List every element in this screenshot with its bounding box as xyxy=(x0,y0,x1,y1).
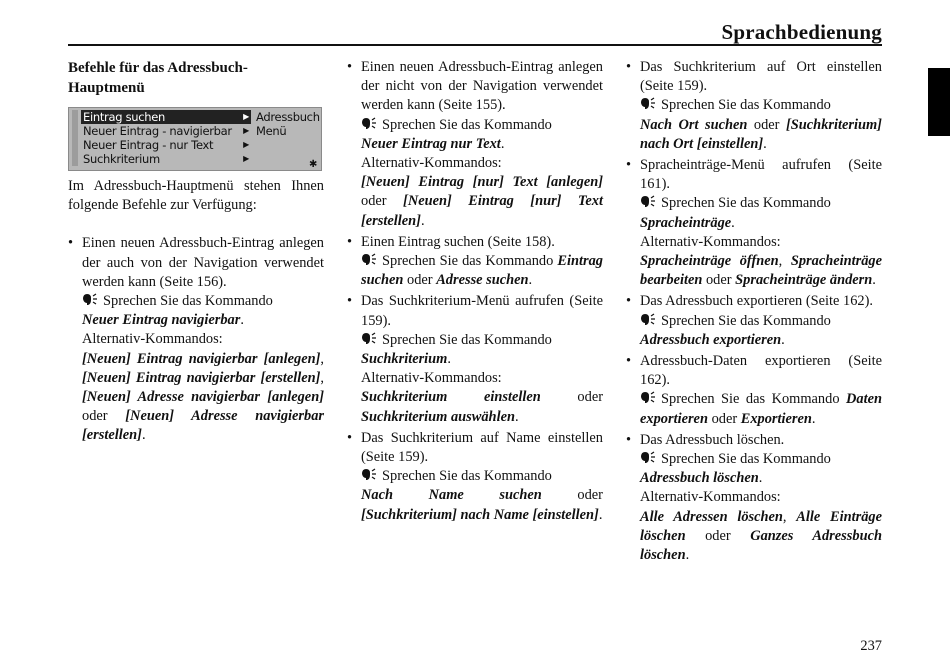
screen-menu-item: Neuer Eintrag - navigierbar ▶ xyxy=(83,124,249,138)
speak-icon xyxy=(640,391,657,404)
screen-scrollbar xyxy=(72,110,78,166)
command-list xyxy=(68,234,324,445)
section-heading: Befehle für das Adressbuch-Hauptmenü xyxy=(68,60,248,96)
list-item: • Das Suchkriterium auf Ort einstellen (Seite 159). Sprechen Sie das Kommando Nach Ort suchen oder [Suchkriterium] nach Ort [einstellen]. xyxy=(626,58,882,154)
list-item: • Einen neuen Adressbuch-Eintrag anlegen der auch von der Navigation verwendet werden kann (Seite 156). Sprechen Sie das Kommando Neuer Eintrag navigierbar. Alternativ-Kommandos: [Neuen] Eintrag navigierbar [anlegen], [Neuen] Eintrag navigierbar [erstellen], [Neuen] Adresse navigierbar [anlegen] oder [Neuen] Adresse navigierbar [erstellen]. xyxy=(68,234,324,445)
screen-menu-item: Neuer Eintrag - nur Text ▶ xyxy=(83,138,249,152)
speak-icon xyxy=(361,117,378,130)
column-left xyxy=(68,58,324,448)
arrow-right-icon: ▶ xyxy=(243,126,249,135)
thumb-index-tab xyxy=(928,68,950,136)
intro-text: Im Adressbuch-Hauptmenü stehen Ihnen folgende Befehle zur Verfügung: xyxy=(68,178,324,214)
speak-icon xyxy=(82,293,99,306)
command-list xyxy=(626,58,882,565)
command-list xyxy=(347,58,603,525)
page-number: 237 xyxy=(860,638,882,654)
arrow-right-icon: ▶ xyxy=(243,112,249,121)
speak-icon xyxy=(361,468,378,481)
screen-menu-list xyxy=(81,110,251,166)
arrow-right-icon: ▶ xyxy=(243,140,249,149)
screen-menu-item: Eintrag suchen ▶ xyxy=(83,110,249,124)
speak-icon xyxy=(640,451,657,464)
speak-icon xyxy=(361,332,378,345)
screen-side-label: Adressbuch Menü xyxy=(256,110,320,138)
screen-menu-item: Suchkriterium ▶ xyxy=(83,152,249,166)
list-item: • Spracheinträge-Menü aufrufen (Seite 161). Sprechen Sie das Kommando Spracheinträge. Alternativ-Kommandos: Spracheinträge öffnen, Spracheinträge bearbeiten oder Spracheinträge ändern. xyxy=(626,156,882,290)
device-screen-image xyxy=(68,107,322,171)
speak-icon xyxy=(361,253,378,266)
list-item: • Das Suchkriterium auf Name einstellen (Seite 159). Sprechen Sie das Kommando Nach Name suchen oder [Suchkriterium] nach Name [einstellen]. xyxy=(347,429,603,525)
bluetooth-icon: ✱ xyxy=(309,159,318,170)
speak-icon xyxy=(640,97,657,110)
page-header-title: Sprachbedienung xyxy=(721,20,882,44)
list-item: • Adressbuch-Daten exportieren (Seite 162). Sprechen Sie das Kommando Daten exportieren oder Exportieren. xyxy=(626,352,882,429)
arrow-right-icon: ▶ xyxy=(243,154,249,163)
speak-icon xyxy=(640,195,657,208)
speak-icon xyxy=(640,313,657,326)
header-rule xyxy=(68,44,882,46)
list-item: • Einen Eintrag suchen (Seite 158). Sprechen Sie das Kommando Eintrag suchen oder Adresse suchen. xyxy=(347,233,603,291)
list-item: • Das Suchkriterium-Menü aufrufen (Seite 159). Sprechen Sie das Kommando Suchkriterium. Alternativ-Kommandos: Suchkriterium einstellen oder Suchkriterium auswählen. xyxy=(347,292,603,426)
list-item: • Das Adressbuch löschen. Sprechen Sie das Kommando Adressbuch löschen. Alternativ-Kommandos: Alle Adressen löschen, Alle Einträge löschen oder Ganzes Adressbuch löschen. xyxy=(626,431,882,565)
list-item: • Einen neuen Adressbuch-Eintrag anlegen der nicht von der Navigation verwendet werden kann (Seite 155). Sprechen Sie das Kommando Neuer Eintrag nur Text. Alternativ-Kommandos: [Neuen] Eintrag [nur] Text [anlegen] oder [Neuen] Eintrag [nur] Text [erstellen]. xyxy=(347,58,603,231)
list-item: • Das Adressbuch exportieren (Seite 162). Sprechen Sie das Kommando Adressbuch exportieren. xyxy=(626,292,882,350)
column-middle xyxy=(347,58,603,527)
column-right xyxy=(626,58,882,567)
